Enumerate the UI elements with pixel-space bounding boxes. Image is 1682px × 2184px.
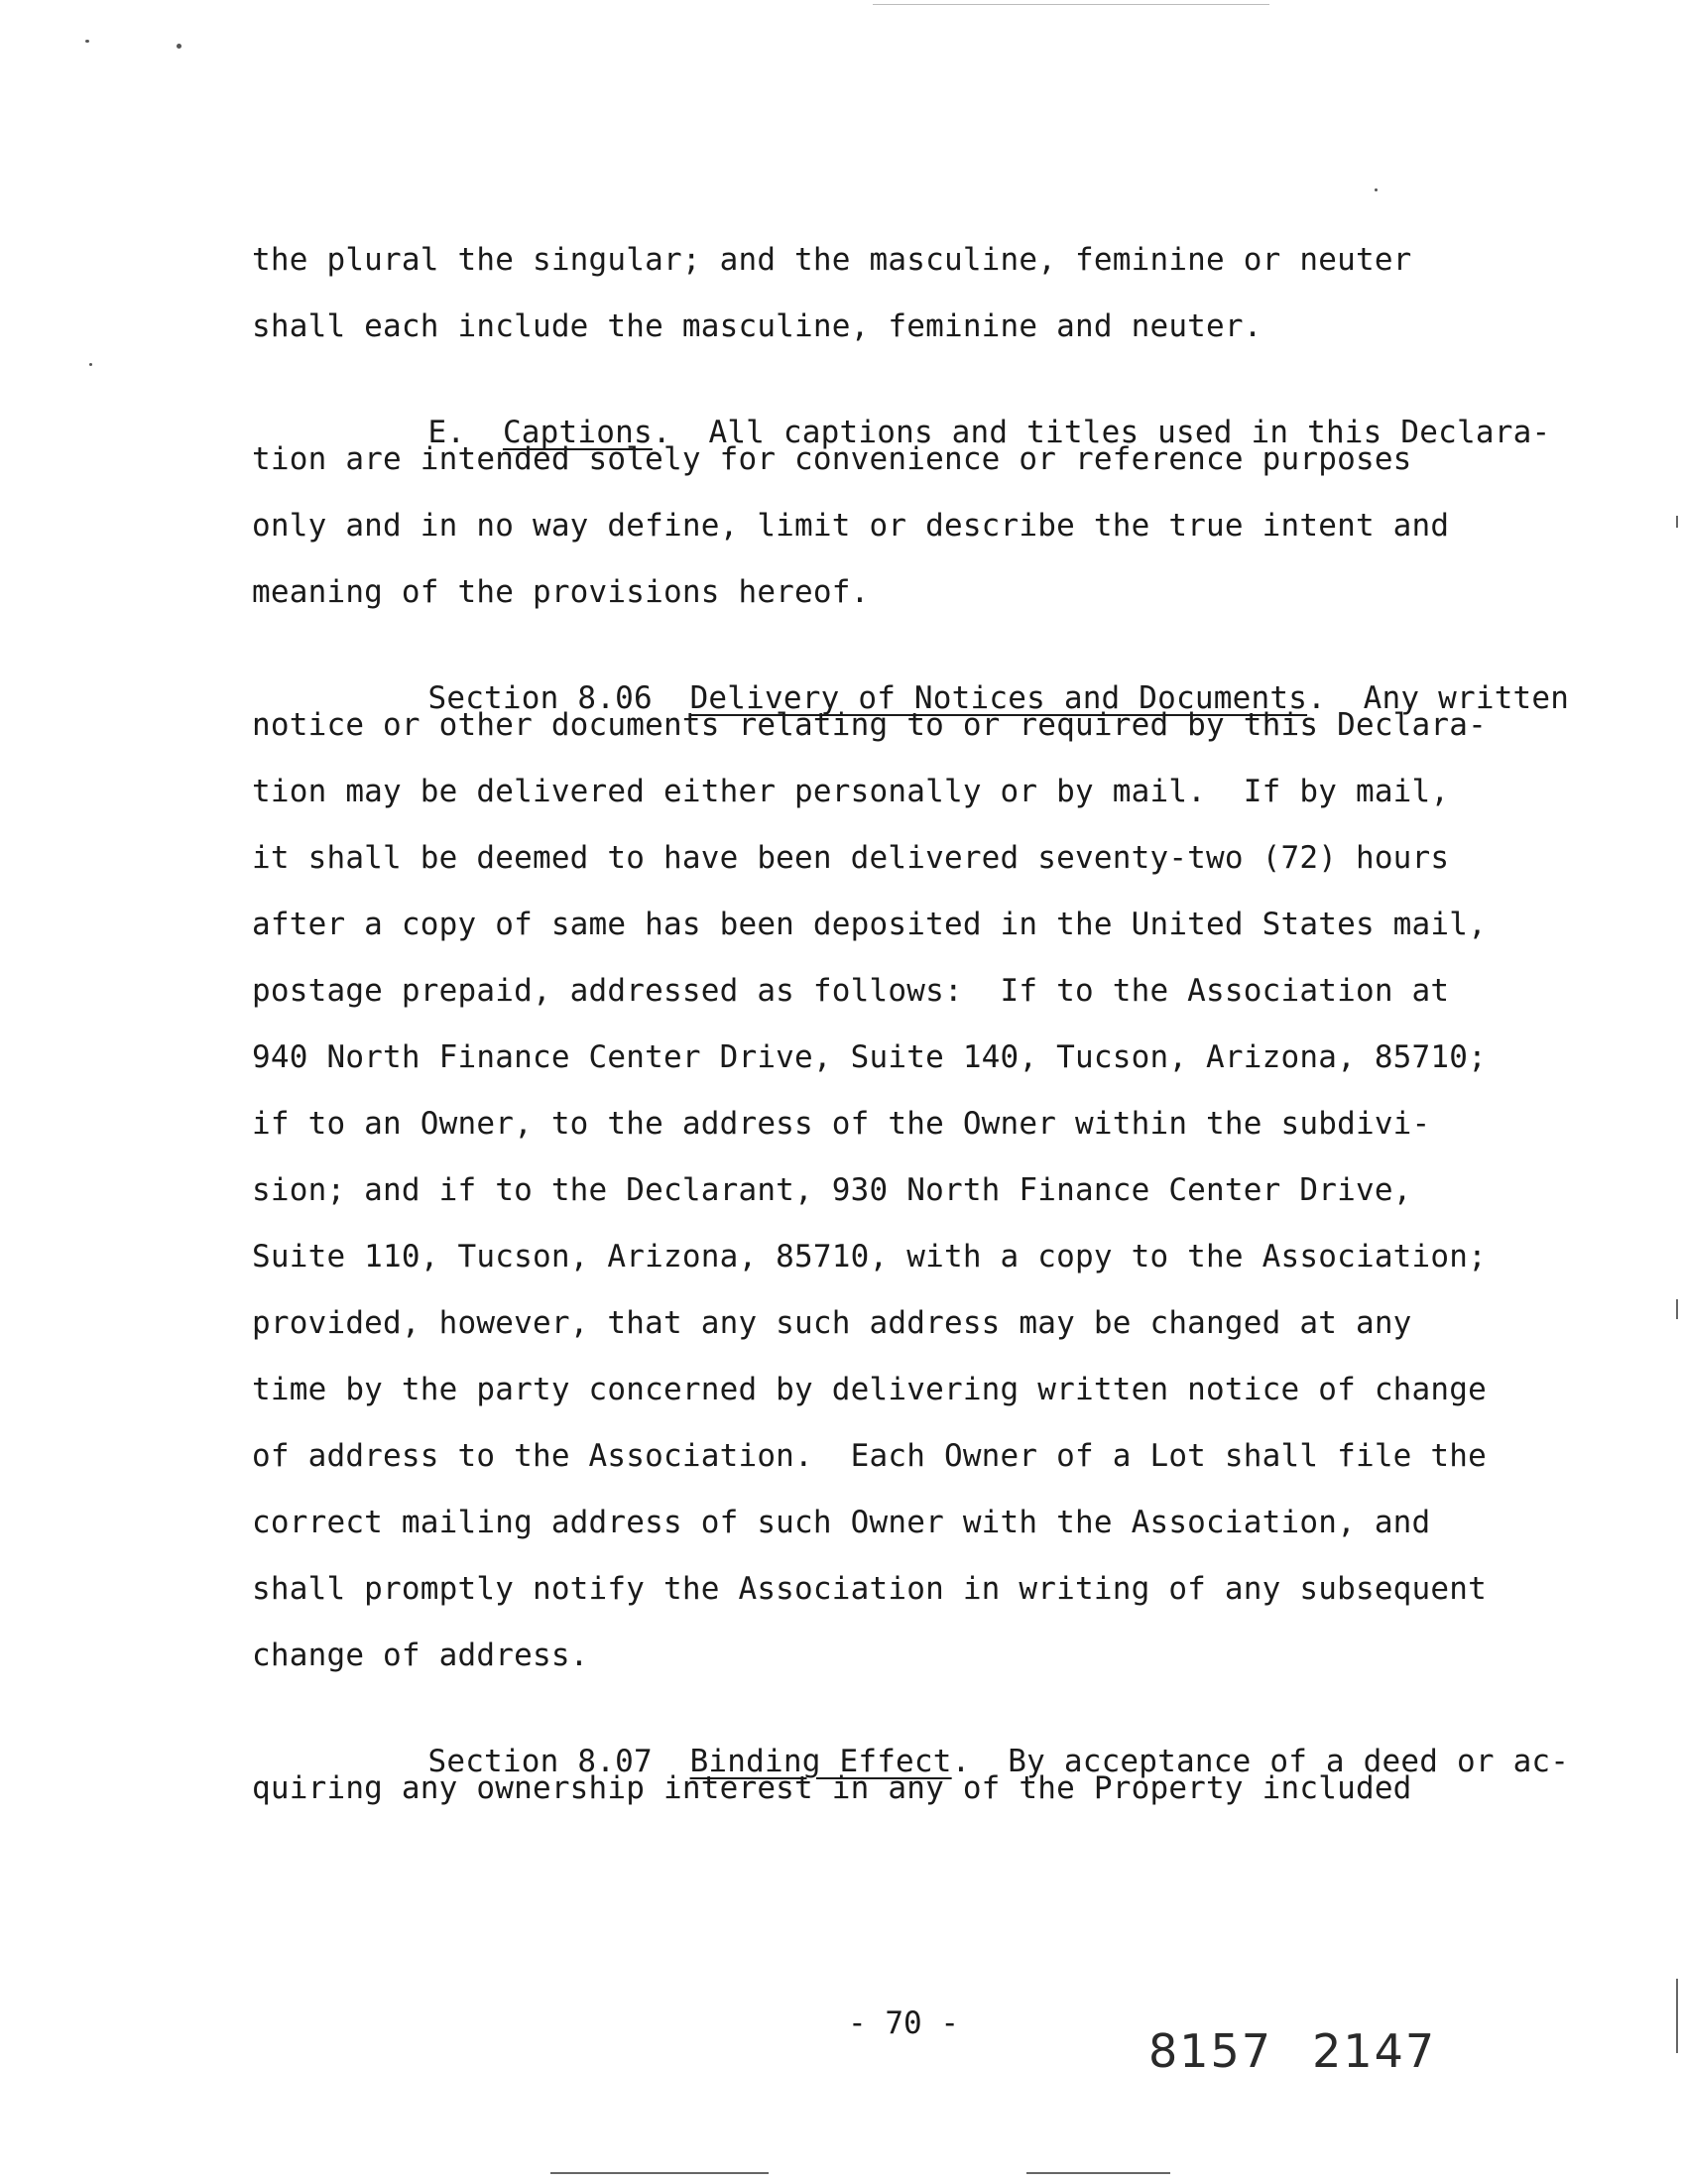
- text-line: Suite 110, Tucson, Arizona, 85710, with a copy to the Association;: [252, 1239, 1487, 1274]
- text-line: notice or other documents relating to or required by this Declara-: [252, 707, 1487, 743]
- text-line: correct mailing address of such Owner with the Association, and: [252, 1505, 1431, 1540]
- delivery-of-notices-heading: Delivery of Notices and Documents: [689, 680, 1308, 716]
- text-line: tion are intended solely for convenience or reference purposes: [252, 441, 1412, 477]
- page-number: - 70 -: [848, 2005, 959, 2041]
- text-line: sion; and if to the Declarant, 930 North Finance Center Drive,: [252, 1172, 1412, 1208]
- text-line: 940 North Finance Center Drive, Suite 140, Tucson, Arizona, 85710;: [252, 1039, 1487, 1075]
- scan-edge-mark: [1676, 1299, 1678, 1319]
- text-run: . All captions and titles used in this Declara-: [652, 415, 1551, 450]
- text-run: . By acceptance of a deed or ac-: [951, 1744, 1570, 1779]
- recording-stamp: [1148, 2023, 1436, 2079]
- text-line: meaning of the provisions hereof.: [252, 574, 870, 610]
- captions-heading: Captions: [502, 415, 653, 450]
- text-line: change of address.: [252, 1638, 589, 1673]
- scan-speck: [89, 363, 92, 366]
- scan-speck: [177, 44, 181, 49]
- scan-edge-mark: [1676, 1979, 1678, 2053]
- text-line: tion may be delivered either personally or by mail. If by mail,: [252, 774, 1450, 809]
- scan-bottom-mark: [1026, 2172, 1170, 2174]
- text-run: . Any written: [1307, 680, 1570, 716]
- text-line: the plural the singular; and the masculine, feminine or neuter: [252, 242, 1412, 278]
- text-line: only and in no way define, limit or describe the true intent and: [252, 508, 1450, 544]
- binding-effect-heading: Binding Effect: [689, 1744, 952, 1779]
- stamp-book: 8157: [1148, 2024, 1273, 2078]
- scan-speck: [1375, 188, 1378, 191]
- text-line: it shall be deemed to have been delivered seventy-two (72) hours: [252, 840, 1450, 876]
- scan-edge-mark: [1676, 516, 1678, 528]
- section-number: Section 8.06: [427, 680, 690, 716]
- text-line: quiring any ownership interest in any of the Property included: [252, 1770, 1412, 1806]
- subsection-label: E.: [427, 415, 503, 450]
- text-line: postage prepaid, addressed as follows: If to the Association at: [252, 973, 1450, 1009]
- text-line: of address to the Association. Each Owner of a Lot shall file the: [252, 1438, 1487, 1474]
- text-line: after a copy of same has been deposited in the United States mail,: [252, 907, 1487, 942]
- text-line: if to an Owner, to the address of the Owner within the subdivi-: [252, 1106, 1431, 1142]
- text-line: time by the party concerned by delivering written notice of change: [252, 1372, 1487, 1407]
- scan-speck: [85, 40, 89, 43]
- section-number: Section 8.07: [427, 1744, 690, 1779]
- scan-top-mark: [873, 4, 1269, 5]
- text-line: shall promptly notify the Association in writing of any subsequent: [252, 1571, 1487, 1607]
- text-line: provided, however, that any such address may be changed at any: [252, 1305, 1412, 1341]
- text-line: shall each include the masculine, feminine and neuter.: [252, 308, 1262, 344]
- stamp-page: 2147: [1312, 2024, 1437, 2078]
- scan-bottom-mark: [550, 2172, 769, 2174]
